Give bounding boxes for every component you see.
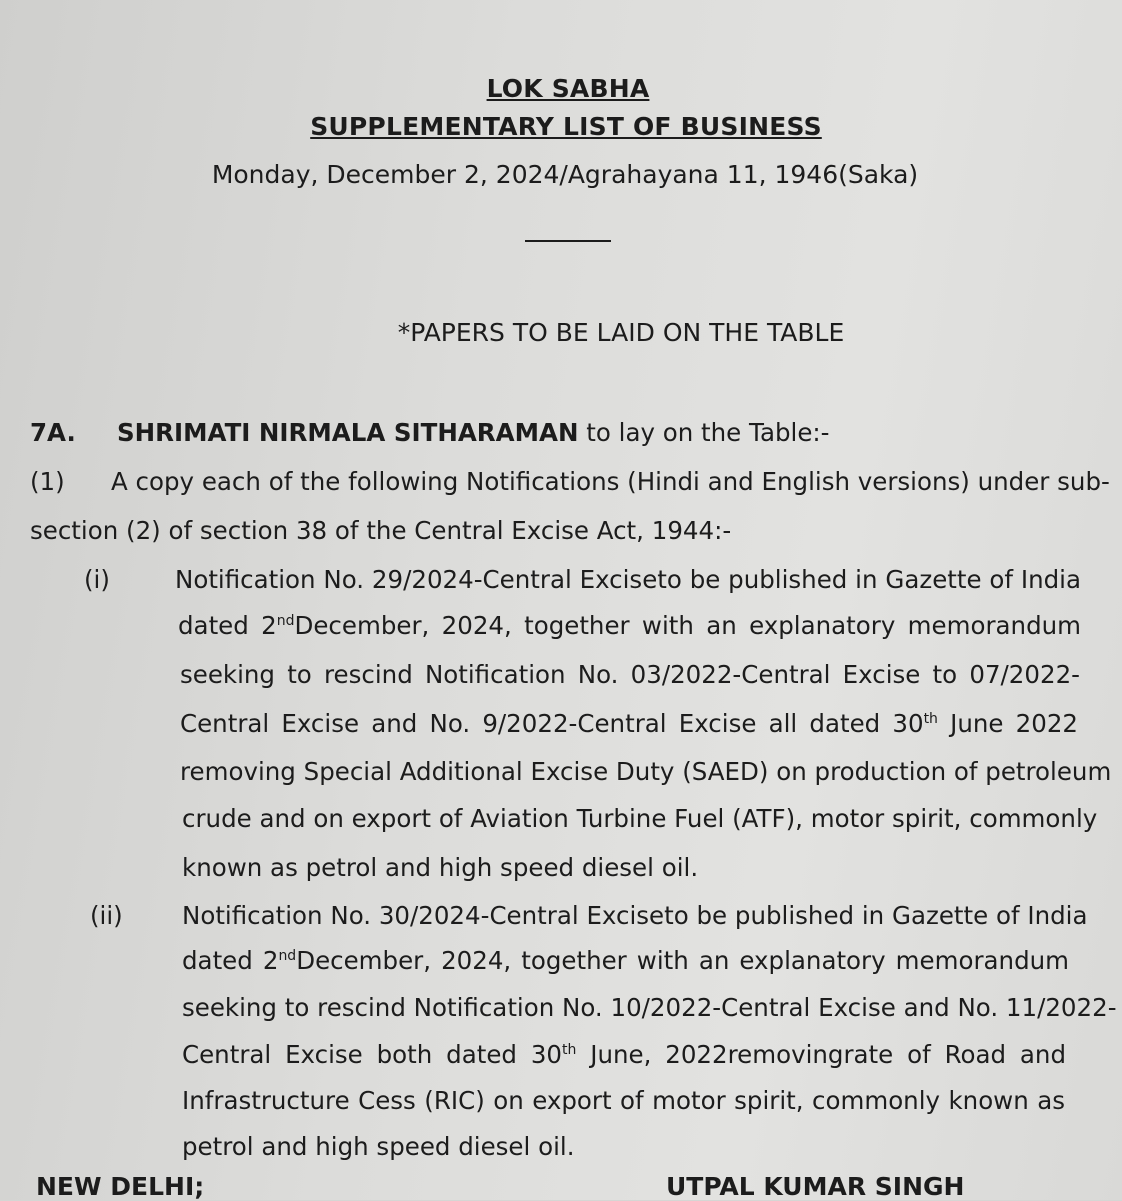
notification-2-line1: Notification No. 30/2024-Central Exciseto be published in Gazette of India [182,901,1088,930]
list-title: SUPPLEMENTARY LIST OF BUSINESS [310,112,822,141]
notification-2-label: (ii) [90,901,123,930]
notification-2-line3: seeking to rescind Notification No. 10/2022-Central Excise and No. 11/2022- [182,993,1117,1022]
notification-1-line6: crude and on export of Aviation Turbine Fuel (ATF), motor spirit, commonly [182,804,1098,833]
house-title: LOK SABHA [486,74,650,103]
notification-1-label: (i) [84,565,110,594]
footer-place: NEW DELHI; [36,1172,205,1201]
minister-name: SHRIMATI NIRMALA SITHARAMAN [117,418,579,447]
item-action: to lay on the Table:- [578,418,830,447]
footer-signatory: UTPAL KUMAR SINGH [666,1172,965,1201]
notification-1-line1: Notification No. 29/2024-Central Exciseto be published in Gazette of India [175,565,1081,594]
notification-1-line2: dated 2ndDecember, 2024, together with an explanatory memorandum [178,611,1082,640]
item-number: 7A. [30,418,76,447]
notification-1-line5: removing Special Additional Excise Duty (SAED) on production of petroleum [180,757,1112,786]
header-divider [525,240,611,242]
notification-2-line5: Infrastructure Cess (RIC) on export of motor spirit, commonly known as [182,1086,1065,1115]
sub-item-intro-line2: section (2) of section 38 of the Central Excise Act, 1944:- [30,516,732,545]
sub-item-intro-line1: A copy each of the following Notifications (Hindi and English versions) under sub- [111,467,1110,496]
notification-2-line2: dated 2ndDecember, 2024, together with an explanatory memorandum [182,946,1070,975]
notification-1-line7: known as petrol and high speed diesel oil. [182,853,699,882]
item-heading [117,418,830,447]
notification-2-line6: petrol and high speed diesel oil. [182,1132,575,1161]
sitting-date: Monday, December 2, 2024/Agrahayana 11, 1946(Saka) [211,160,919,189]
notification-1-line4: Central Excise and No. 9/2022-Central Excise all dated 30th June 2022 [180,709,1078,738]
sub-item-number: (1) [30,467,65,496]
section-heading: *PAPERS TO BE LAID ON THE TABLE [397,318,845,347]
notification-1-line3: seeking to rescind Notification No. 03/2022-Central Excise to 07/2022- [180,660,1080,689]
notification-2-line4: Central Excise both dated 30th June, 2022removingrate of Road and [182,1040,1067,1069]
